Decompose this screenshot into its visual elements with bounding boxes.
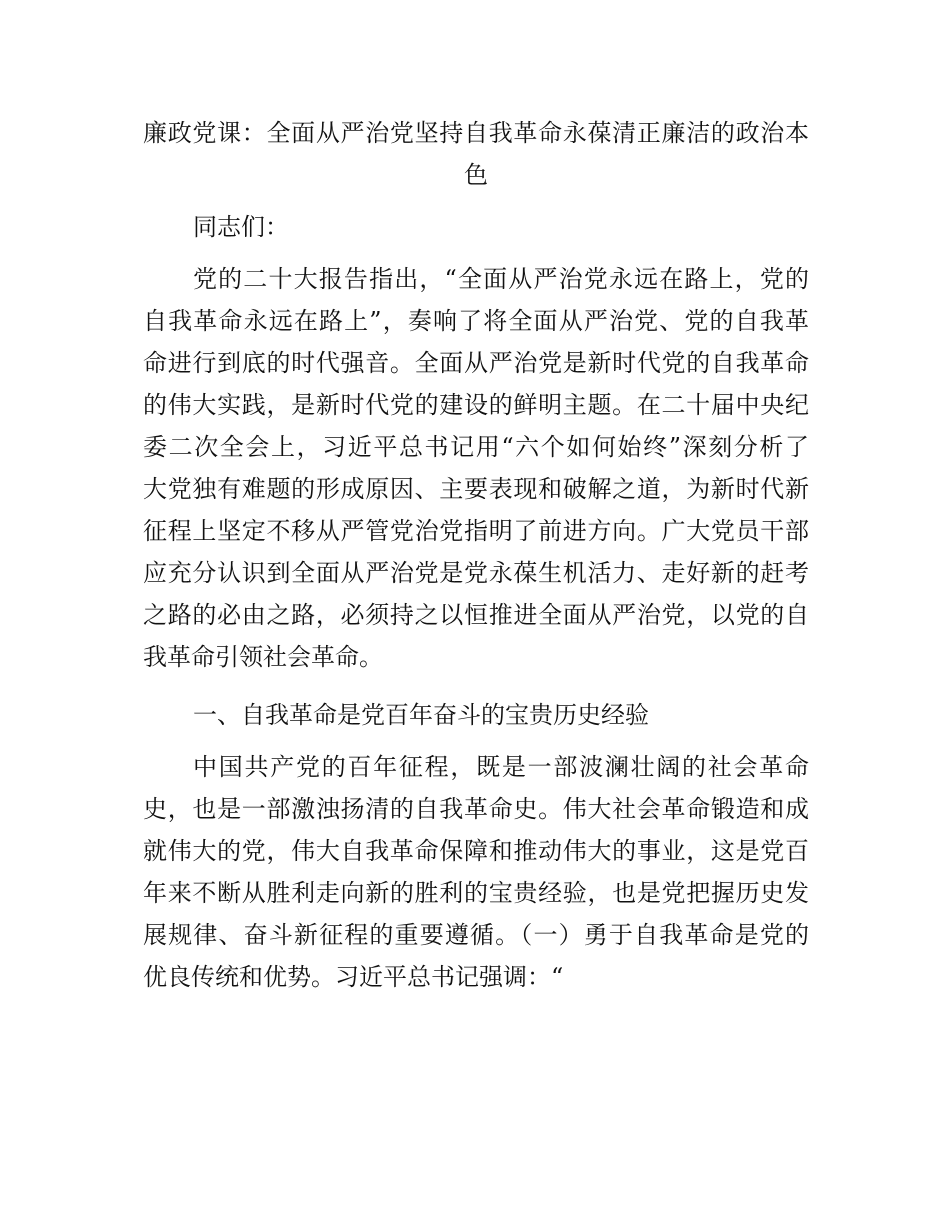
paragraph-line: 中国共产党的百年征程，既是一部波澜壮阔的社会革命 bbox=[193, 753, 809, 781]
document-title-line-1: 廉政党课：全面从严治党坚持自我革命永葆清正廉洁的政治本 bbox=[143, 119, 809, 147]
paragraph-line: 展规律、奋斗新征程的重要遵循。（一）勇于自我革命是党的 bbox=[143, 921, 809, 949]
section-heading-1: 一、自我革命是党百年奋斗的宝贵历史经验 bbox=[193, 701, 649, 729]
document-title-line-2: 色 bbox=[464, 161, 488, 189]
paragraph-line: 的伟大实践，是新时代党的建设的鲜明主题。在二十届中央纪 bbox=[143, 391, 809, 419]
paragraph-line: 应充分认识到全面从严治党是党永葆生机活力、走好新的赶考 bbox=[143, 559, 809, 587]
paragraph-line: 委二次全会上，习近平总书记用“六个如何始终”深刻分析了 bbox=[143, 433, 809, 461]
paragraph-line: 之路的必由之路，必须持之以恒推进全面从严治党，以党的自 bbox=[143, 601, 809, 629]
paragraph-line: 党的二十大报告指出，“全面从严治党永远在路上，党的 bbox=[193, 265, 809, 293]
document-page bbox=[143, 112, 809, 998]
paragraph-line: 优良传统和优势。习近平总书记强调：“ bbox=[143, 963, 564, 991]
paragraph-2 bbox=[143, 746, 809, 998]
paragraph-line: 年来不断从胜利走向新的胜利的宝贵经验，也是党把握历史发 bbox=[143, 879, 809, 907]
paragraph-line: 史，也是一部激浊扬清的自我革命史。伟大社会革命锻造和成 bbox=[143, 795, 809, 823]
paragraph-line: 自我革命永远在路上”，奏响了将全面从严治党、党的自我革 bbox=[143, 307, 809, 335]
paragraph-line: 大党独有难题的形成原因、主要表现和破解之道，为新时代新 bbox=[143, 475, 809, 503]
paragraph-1 bbox=[143, 258, 809, 678]
paragraph-line: 就伟大的党，伟大自我革命保障和推动伟大的事业，这是党百 bbox=[143, 837, 809, 865]
paragraph-line: 征程上坚定不移从严管党治党指明了前进方向。广大党员干部 bbox=[143, 517, 809, 545]
salutation: 同志们： bbox=[193, 213, 289, 241]
paragraph-line: 命进行到底的时代强音。全面从严治党是新时代党的自我革命 bbox=[143, 349, 809, 377]
paragraph-line: 我革命引领社会革命。 bbox=[143, 643, 383, 671]
